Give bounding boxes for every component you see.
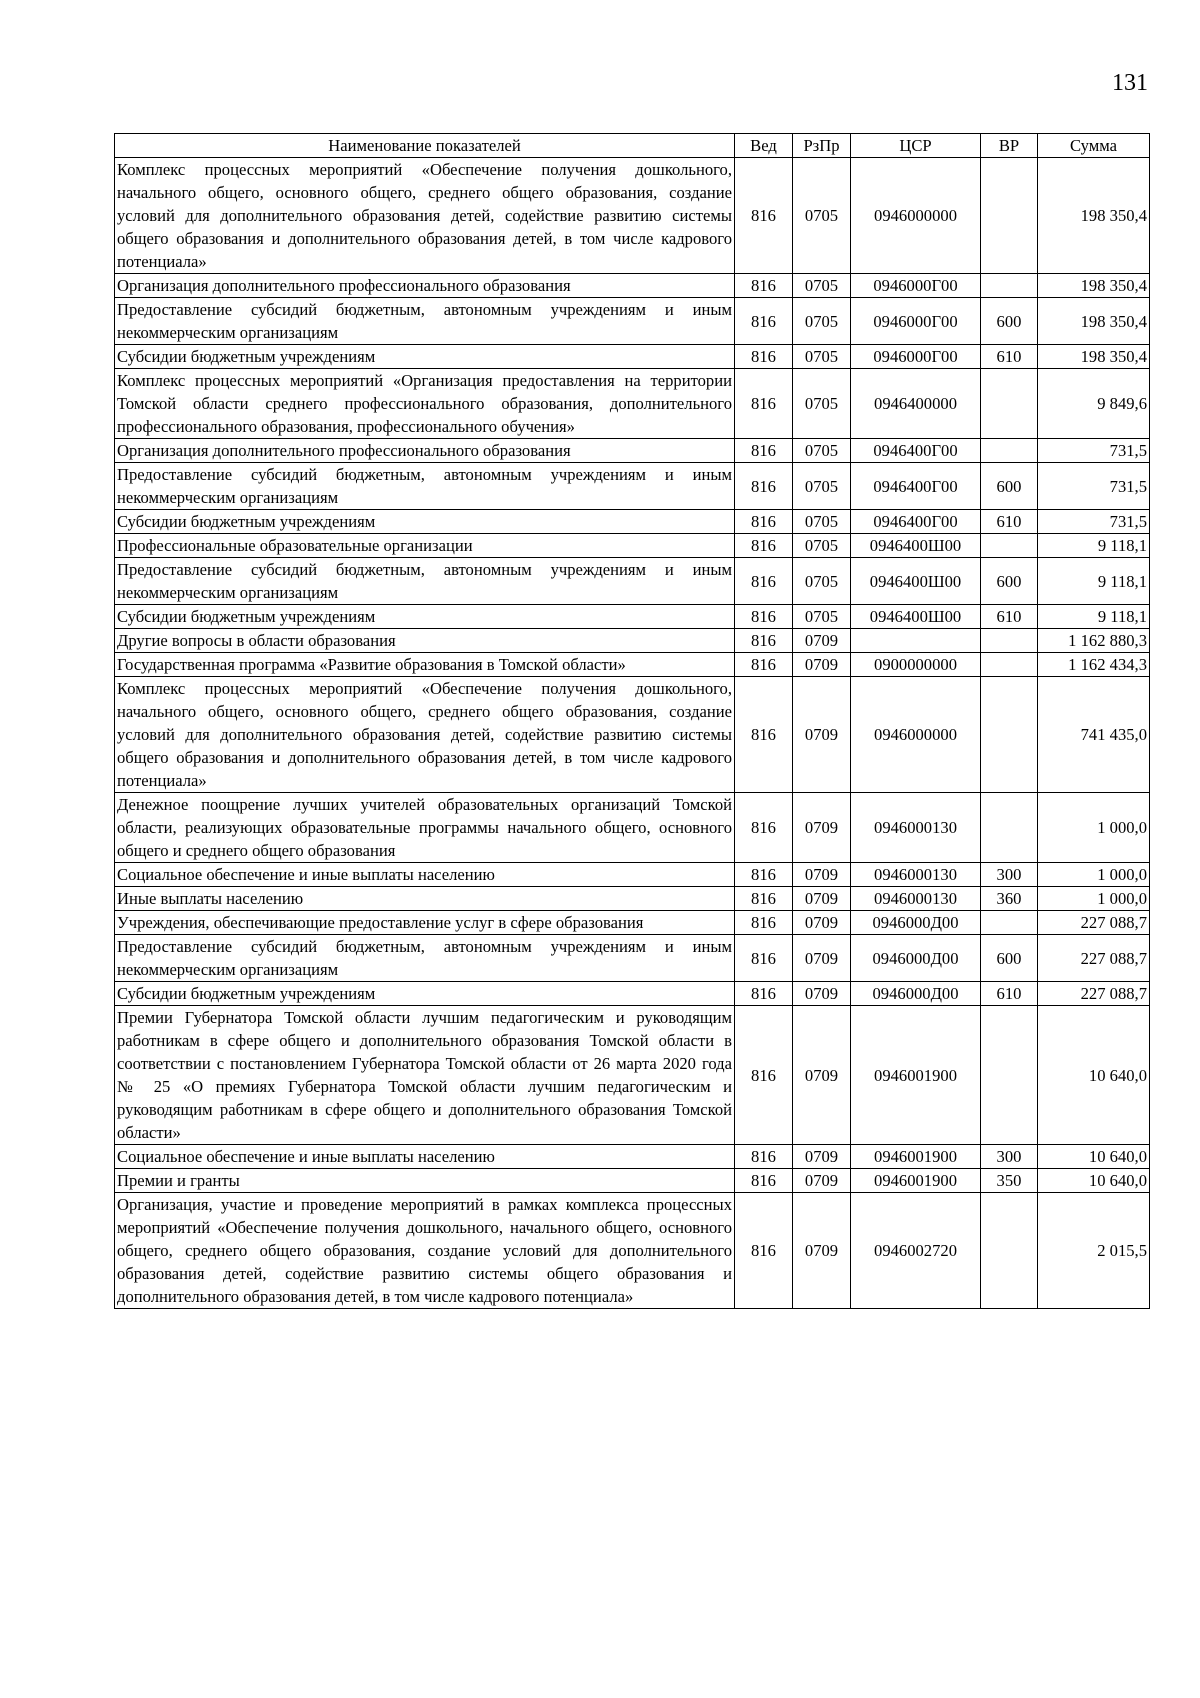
cell-name: Денежное поощрение лучших учителей образовательных организаций Томской области, реализующих образовательные программы начального общего, основного общего и среднего общего образования xyxy=(115,793,735,863)
cell-name: Премии и гранты xyxy=(115,1169,735,1193)
table-row xyxy=(115,158,1150,274)
cell-sum: 198 350,4 xyxy=(1038,298,1150,345)
cell-sum: 731,5 xyxy=(1038,463,1150,510)
table-row xyxy=(115,534,1150,558)
cell-sum: 1 000,0 xyxy=(1038,887,1150,911)
cell-ved: 816 xyxy=(735,1006,793,1145)
table-row xyxy=(115,558,1150,605)
table-row xyxy=(115,887,1150,911)
cell-ved: 816 xyxy=(735,1169,793,1193)
cell-csr: 0946000130 xyxy=(851,887,981,911)
cell-sum: 10 640,0 xyxy=(1038,1006,1150,1145)
cell-rzpr: 0709 xyxy=(793,677,851,793)
table-row xyxy=(115,439,1150,463)
cell-csr: 0946400Г00 xyxy=(851,439,981,463)
cell-ved: 816 xyxy=(735,463,793,510)
cell-vr xyxy=(981,629,1038,653)
cell-name: Предоставление субсидий бюджетным, автономным учреждениям и иным некоммерческим организациям xyxy=(115,935,735,982)
cell-ved: 816 xyxy=(735,510,793,534)
cell-rzpr: 0709 xyxy=(793,1145,851,1169)
cell-vr: 610 xyxy=(981,510,1038,534)
cell-name: Организация дополнительного профессионального образования xyxy=(115,439,735,463)
cell-sum: 2 015,5 xyxy=(1038,1193,1150,1309)
cell-ved: 816 xyxy=(735,534,793,558)
table-row xyxy=(115,345,1150,369)
cell-name: Комплекс процессных мероприятий «Обеспечение получения дошкольного, начального общего, основного общего, среднего общего образования, создание условий для дополнительного образования детей, содействие развитию системы общего образования и дополнительного образования детей, в том числе кадрового потенциала» xyxy=(115,158,735,274)
table-row xyxy=(115,935,1150,982)
header-sum: Сумма xyxy=(1038,134,1150,158)
page-number: 131 xyxy=(1112,70,1148,96)
cell-csr: 0946000130 xyxy=(851,863,981,887)
cell-rzpr: 0705 xyxy=(793,298,851,345)
cell-name: Государственная программа «Развитие образования в Томской области» xyxy=(115,653,735,677)
cell-ved: 816 xyxy=(735,653,793,677)
table-row xyxy=(115,653,1150,677)
cell-csr xyxy=(851,629,981,653)
cell-csr: 0946000130 xyxy=(851,793,981,863)
cell-csr: 0946400000 xyxy=(851,369,981,439)
cell-name: Комплекс процессных мероприятий «Обеспечение получения дошкольного, начального общего, основного общего, среднего общего образования, создание условий для дополнительного образования детей, содействие развитию системы общего образования и дополнительного образования детей, в том числе кадрового потенциала» xyxy=(115,677,735,793)
table-row xyxy=(115,605,1150,629)
cell-ved: 816 xyxy=(735,793,793,863)
cell-sum: 1 162 434,3 xyxy=(1038,653,1150,677)
table-row xyxy=(115,911,1150,935)
cell-vr xyxy=(981,911,1038,935)
cell-vr: 610 xyxy=(981,345,1038,369)
cell-vr: 300 xyxy=(981,1145,1038,1169)
cell-rzpr: 0705 xyxy=(793,274,851,298)
cell-csr: 0946000000 xyxy=(851,677,981,793)
cell-vr: 360 xyxy=(981,887,1038,911)
cell-ved: 816 xyxy=(735,629,793,653)
table-body xyxy=(115,158,1150,1309)
cell-ved: 816 xyxy=(735,298,793,345)
header-ved: Вед xyxy=(735,134,793,158)
cell-name: Иные выплаты населению xyxy=(115,887,735,911)
cell-name: Предоставление субсидий бюджетным, автономным учреждениям и иным некоммерческим организациям xyxy=(115,298,735,345)
cell-sum: 9 849,6 xyxy=(1038,369,1150,439)
cell-rzpr: 0709 xyxy=(793,1006,851,1145)
cell-csr: 0900000000 xyxy=(851,653,981,677)
cell-ved: 816 xyxy=(735,1145,793,1169)
cell-name: Организация, участие и проведение мероприятий в рамках комплекса процессных мероприятий «Обеспечение получения дошкольного, начального общего, основного общего, среднего общего образования, создание условий для дополнительного образования детей, содействие развитию системы общего образования и дополнительного образования детей, в том числе кадрового потенциала» xyxy=(115,1193,735,1309)
table-row xyxy=(115,1169,1150,1193)
cell-csr: 0946000Д00 xyxy=(851,911,981,935)
cell-sum: 227 088,7 xyxy=(1038,935,1150,982)
cell-rzpr: 0709 xyxy=(793,911,851,935)
cell-csr: 0946400Ш00 xyxy=(851,605,981,629)
cell-name: Профессиональные образовательные организации xyxy=(115,534,735,558)
cell-vr xyxy=(981,1006,1038,1145)
cell-rzpr: 0709 xyxy=(793,1193,851,1309)
header-name: Наименование показателей xyxy=(115,134,735,158)
cell-sum: 198 350,4 xyxy=(1038,158,1150,274)
cell-name: Социальное обеспечение и иные выплаты населению xyxy=(115,863,735,887)
cell-name: Другие вопросы в области образования xyxy=(115,629,735,653)
table-row xyxy=(115,463,1150,510)
cell-csr: 0946000Г00 xyxy=(851,274,981,298)
table-row xyxy=(115,863,1150,887)
cell-vr: 350 xyxy=(981,1169,1038,1193)
cell-rzpr: 0705 xyxy=(793,158,851,274)
cell-rzpr: 0709 xyxy=(793,863,851,887)
cell-ved: 816 xyxy=(735,158,793,274)
table-row xyxy=(115,369,1150,439)
header-csr: ЦСР xyxy=(851,134,981,158)
cell-rzpr: 0705 xyxy=(793,463,851,510)
table-row xyxy=(115,982,1150,1006)
cell-csr: 0946400Ш00 xyxy=(851,534,981,558)
cell-vr xyxy=(981,369,1038,439)
cell-csr: 0946400Г00 xyxy=(851,510,981,534)
cell-sum: 9 118,1 xyxy=(1038,534,1150,558)
table-row xyxy=(115,677,1150,793)
cell-ved: 816 xyxy=(735,558,793,605)
cell-name: Учреждения, обеспечивающие предоставление услуг в сфере образования xyxy=(115,911,735,935)
cell-rzpr: 0705 xyxy=(793,534,851,558)
cell-rzpr: 0705 xyxy=(793,510,851,534)
cell-ved: 816 xyxy=(735,935,793,982)
cell-rzpr: 0705 xyxy=(793,605,851,629)
cell-csr: 0946002720 xyxy=(851,1193,981,1309)
cell-ved: 816 xyxy=(735,369,793,439)
cell-vr: 600 xyxy=(981,558,1038,605)
table-row xyxy=(115,629,1150,653)
cell-vr: 600 xyxy=(981,935,1038,982)
cell-name: Организация дополнительного профессионального образования xyxy=(115,274,735,298)
cell-ved: 816 xyxy=(735,345,793,369)
cell-csr: 0946001900 xyxy=(851,1006,981,1145)
cell-sum: 198 350,4 xyxy=(1038,274,1150,298)
cell-rzpr: 0709 xyxy=(793,982,851,1006)
cell-sum: 731,5 xyxy=(1038,439,1150,463)
cell-vr xyxy=(981,158,1038,274)
table-row xyxy=(115,510,1150,534)
cell-sum: 10 640,0 xyxy=(1038,1145,1150,1169)
table-header-row xyxy=(115,134,1150,158)
cell-vr: 600 xyxy=(981,463,1038,510)
cell-sum: 227 088,7 xyxy=(1038,982,1150,1006)
cell-sum: 741 435,0 xyxy=(1038,677,1150,793)
cell-name: Предоставление субсидий бюджетным, автономным учреждениям и иным некоммерческим организациям xyxy=(115,463,735,510)
header-rzpr: РзПр xyxy=(793,134,851,158)
cell-rzpr: 0709 xyxy=(793,887,851,911)
cell-vr xyxy=(981,534,1038,558)
cell-vr xyxy=(981,677,1038,793)
header-vr: ВР xyxy=(981,134,1038,158)
cell-csr: 0946000Г00 xyxy=(851,345,981,369)
cell-csr: 0946001900 xyxy=(851,1169,981,1193)
cell-name: Субсидии бюджетным учреждениям xyxy=(115,982,735,1006)
cell-vr: 300 xyxy=(981,863,1038,887)
cell-rzpr: 0709 xyxy=(793,653,851,677)
cell-name: Субсидии бюджетным учреждениям xyxy=(115,510,735,534)
cell-name: Премии Губернатора Томской области лучшим педагогическим и руководящим работникам в сфере общего и дополнительного образования Томской области в соответствии с постановлением Губернатора Томской области от 26 марта 2020 года № 25 «О премиях Губернатора Томской области лучшим педагогическим и руководящим работникам в сфере общего и дополнительного образования Томской области» xyxy=(115,1006,735,1145)
cell-rzpr: 0705 xyxy=(793,439,851,463)
cell-rzpr: 0705 xyxy=(793,369,851,439)
cell-sum: 10 640,0 xyxy=(1038,1169,1150,1193)
cell-rzpr: 0709 xyxy=(793,935,851,982)
cell-sum: 9 118,1 xyxy=(1038,605,1150,629)
cell-ved: 816 xyxy=(735,1193,793,1309)
table-row xyxy=(115,298,1150,345)
cell-rzpr: 0709 xyxy=(793,629,851,653)
cell-sum: 1 162 880,3 xyxy=(1038,629,1150,653)
table-row xyxy=(115,274,1150,298)
cell-vr: 610 xyxy=(981,982,1038,1006)
cell-sum: 198 350,4 xyxy=(1038,345,1150,369)
cell-csr: 0946000Г00 xyxy=(851,298,981,345)
cell-ved: 816 xyxy=(735,911,793,935)
table-row xyxy=(115,1006,1150,1145)
cell-ved: 816 xyxy=(735,982,793,1006)
cell-rzpr: 0705 xyxy=(793,345,851,369)
cell-ved: 816 xyxy=(735,677,793,793)
cell-rzpr: 0705 xyxy=(793,558,851,605)
cell-vr xyxy=(981,274,1038,298)
cell-sum: 1 000,0 xyxy=(1038,863,1150,887)
cell-vr: 600 xyxy=(981,298,1038,345)
cell-name: Субсидии бюджетным учреждениям xyxy=(115,605,735,629)
cell-sum: 1 000,0 xyxy=(1038,793,1150,863)
cell-name: Предоставление субсидий бюджетным, автономным учреждениям и иным некоммерческим организациям xyxy=(115,558,735,605)
cell-name: Социальное обеспечение и иные выплаты населению xyxy=(115,1145,735,1169)
cell-ved: 816 xyxy=(735,863,793,887)
cell-csr: 0946000Д00 xyxy=(851,982,981,1006)
cell-rzpr: 0709 xyxy=(793,1169,851,1193)
cell-vr xyxy=(981,439,1038,463)
cell-vr: 610 xyxy=(981,605,1038,629)
cell-name: Комплекс процессных мероприятий «Организация предоставления на территории Томской области среднего профессионального образования, дополнительного профессионального образования, профессионального обучения» xyxy=(115,369,735,439)
cell-ved: 816 xyxy=(735,274,793,298)
cell-ved: 816 xyxy=(735,439,793,463)
cell-ved: 816 xyxy=(735,887,793,911)
table-row xyxy=(115,793,1150,863)
cell-ved: 816 xyxy=(735,605,793,629)
cell-csr: 0946000Д00 xyxy=(851,935,981,982)
cell-csr: 0946000000 xyxy=(851,158,981,274)
budget-table xyxy=(114,133,1150,1309)
cell-vr xyxy=(981,1193,1038,1309)
table-row xyxy=(115,1193,1150,1309)
cell-sum: 731,5 xyxy=(1038,510,1150,534)
cell-csr: 0946400Ш00 xyxy=(851,558,981,605)
cell-sum: 9 118,1 xyxy=(1038,558,1150,605)
table-row xyxy=(115,1145,1150,1169)
cell-vr xyxy=(981,653,1038,677)
cell-csr: 0946400Г00 xyxy=(851,463,981,510)
cell-vr xyxy=(981,793,1038,863)
cell-name: Субсидии бюджетным учреждениям xyxy=(115,345,735,369)
cell-rzpr: 0709 xyxy=(793,793,851,863)
cell-sum: 227 088,7 xyxy=(1038,911,1150,935)
cell-csr: 0946001900 xyxy=(851,1145,981,1169)
